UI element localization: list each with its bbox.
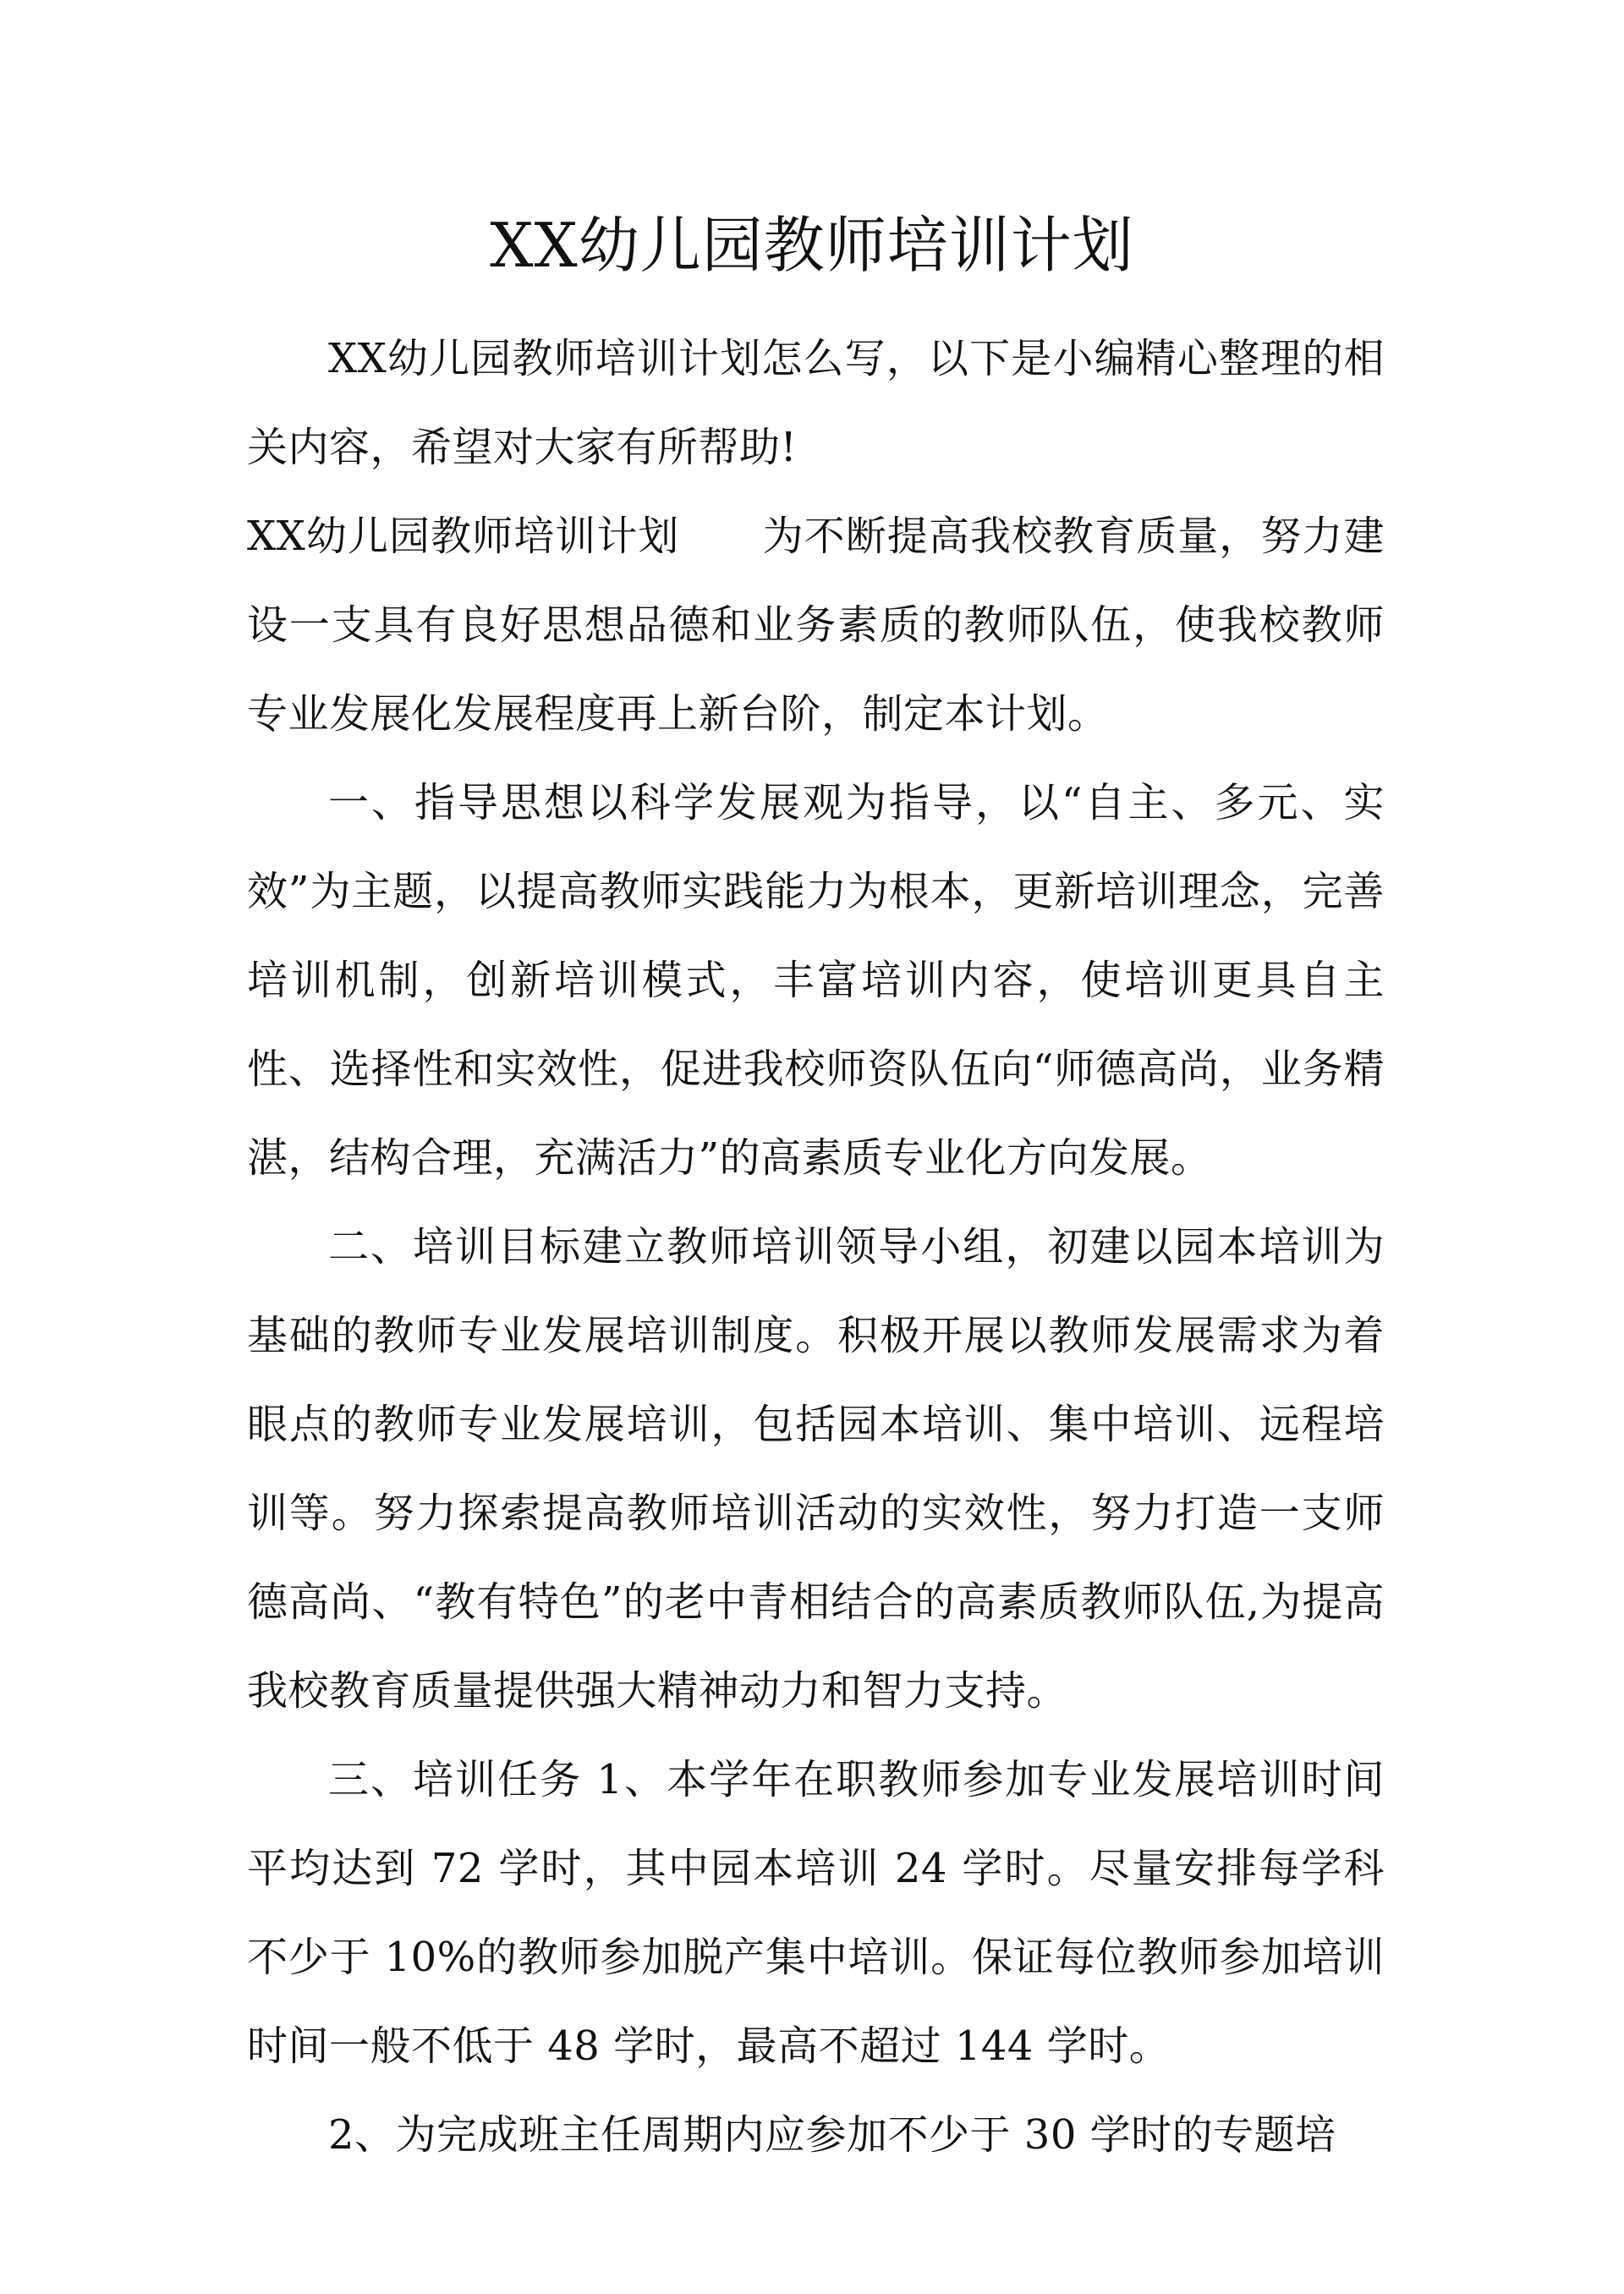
paragraph-purpose: XX幼儿园教师培训计划 为不断提高我校教育质量，努力建设一支具有良好思想品德和业务素质的教师队伍，使我校教师专业发展化发展程度再上新台阶，制定本计划。 <box>247 513 1385 738</box>
document-body <box>247 315 1385 2180</box>
paragraph-training-goals: 二、培训目标建立教师培训领导小组，初建以园本培训为基础的教师专业发展培训制度。积极开展以教师发展需求为着眼点的教师专业发展培训，包括园本培训、集中培训、远程培训等。努力探索提高教师培训活动的实效性，努力打造一支师德高尚、“教有特色”的老中青相结合的高素质教师队伍,为提高我校教育质量提供强大精神动力和智力支持。 <box>247 1223 1385 1715</box>
document-title: XX幼儿园教师培训计划 <box>490 210 1134 281</box>
paragraph-intro: XX幼儿园教师培训计划怎么写，以下是小编精心整理的相关内容，希望对大家有所帮助! <box>247 335 1385 471</box>
paragraph-task-2: 2、为完成班主任周期内应参加不少于 30 学时的专题培 <box>328 2111 1336 2159</box>
paragraph-training-tasks: 三、培训任务 1、本学年在职教师参加专业发展培训时间平均达到 72 学时，其中园本培训 24 学时。尽量安排每学科不少于 10%的教师参加脱产集中培训。保证每位教师参加培训时间一般不低于 48 学时，最高不超过 144 学时。 <box>247 1756 1385 2070</box>
paragraph-guiding-ideology: 一、指导思想以科学发展观为指导，以“自主、多元、实效”为主题，以提高教师实践能力为根本，更新培训理念，完善培训机制，创新培训模式，丰富培训内容，使培训更具自主性、选择性和实效性，促进我校师资队伍向“师德高尚，业务精湛，结构合理，充满活力”的高素质专业化方向发展。 <box>247 779 1385 1182</box>
